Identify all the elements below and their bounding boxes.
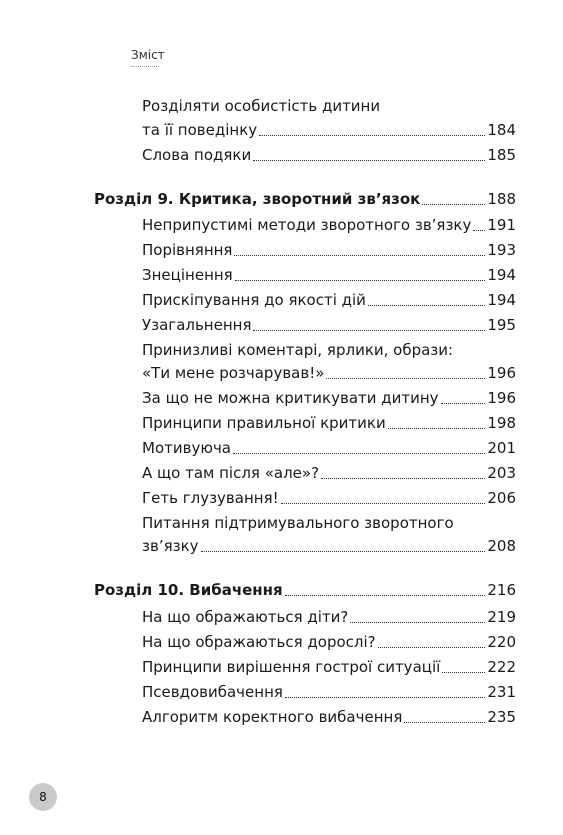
toc-entry-page: 206 [487, 489, 516, 507]
dot-leader [350, 622, 485, 623]
toc-entry-page: 201 [487, 439, 516, 457]
toc-chapter[interactable] [94, 187, 516, 211]
toc-entry-line: Принизливі коментарі, ярлики, образи: [142, 341, 454, 359]
dot-leader [233, 453, 485, 454]
running-head: Зміст [131, 48, 165, 62]
toc-entry-page: 184 [487, 121, 516, 139]
toc-entry-title: Геть глузування! [142, 489, 279, 507]
dot-leader [281, 503, 486, 504]
toc-entry-title: Прискіпування до якості дій [142, 291, 366, 309]
toc-entry-page: 185 [487, 146, 516, 164]
toc-entry[interactable] [142, 288, 516, 312]
dot-leader [201, 551, 486, 552]
toc-entry-page: 193 [487, 241, 516, 259]
toc-entry-title: А що там після «але»? [142, 464, 320, 482]
toc-entry-page: 194 [487, 266, 516, 284]
toc-entry[interactable] [142, 605, 516, 629]
toc-entry[interactable] [142, 680, 516, 704]
toc-entry-page: 208 [487, 537, 516, 555]
toc-entry-title: Знецінення [142, 266, 233, 284]
dot-leader [441, 403, 486, 404]
toc-entry[interactable] [142, 486, 516, 510]
toc-entry[interactable] [142, 213, 516, 237]
toc-chapter-title: Розділ 9. Критика, зворотний зв’язок [94, 190, 421, 208]
toc-entry-title: Порівняння [142, 241, 233, 259]
toc-entry-title: Неприпустимі методи зворотного зв’язку [142, 216, 472, 234]
toc-entry[interactable] [142, 655, 516, 679]
dot-leader [235, 280, 486, 281]
toc-chapter[interactable] [94, 578, 516, 602]
toc-entry-page: 219 [487, 608, 516, 626]
page-number: 8 [39, 790, 47, 804]
toc-entry[interactable] [142, 436, 516, 460]
toc-entry[interactable] [142, 411, 516, 435]
toc-entry-page: 220 [487, 633, 516, 651]
toc-entry-title: На що ображаються діти? [142, 608, 349, 626]
toc-entry[interactable] [142, 361, 516, 385]
toc-entry-line: Розділяти особистість дитини [142, 97, 381, 115]
dot-leader [388, 428, 486, 429]
dot-leader [422, 204, 485, 205]
toc-entry-page: 235 [487, 708, 516, 726]
dot-leader [442, 672, 485, 673]
toc-entry-page: 231 [487, 683, 516, 701]
toc-entry[interactable] [142, 705, 516, 729]
dot-leader [404, 722, 485, 723]
toc-entry-title: Принципи правильної критики [142, 414, 386, 432]
toc-entry-title: Алгоритм коректного вибачення [142, 708, 403, 726]
toc-chapter-page: 216 [487, 581, 516, 599]
toc-entry-page: 222 [487, 658, 516, 676]
toc-entry-page: 191 [487, 216, 516, 234]
toc-entry[interactable] [142, 534, 516, 558]
running-head-divider [131, 66, 159, 67]
toc-entry-page: 195 [487, 316, 516, 334]
toc-entry-title: За що не можна критикувати дитину [142, 389, 439, 407]
toc-entry-title: зв’язку [142, 537, 199, 555]
toc-entry-page: 196 [487, 389, 516, 407]
toc-entry[interactable] [142, 313, 516, 337]
toc-entry-title: та її поведінку [142, 121, 258, 139]
dot-leader [253, 330, 485, 331]
dot-leader [473, 230, 485, 231]
dot-leader [321, 478, 485, 479]
page-number-badge [29, 783, 57, 811]
toc-entry-title: На що ображаються дорослі? [142, 633, 376, 651]
toc-chapter-page: 188 [487, 190, 516, 208]
toc-entry-page: 194 [487, 291, 516, 309]
toc-entry[interactable] [142, 630, 516, 654]
toc-entry-title: Принципи вирішення гострої ситуації [142, 658, 441, 676]
toc-entry[interactable] [142, 238, 516, 262]
dot-leader [253, 160, 485, 161]
dot-leader [285, 595, 486, 596]
toc-entry-title: «Ти мене розчарував!» [142, 364, 325, 382]
dot-leader [259, 135, 485, 136]
toc-entry-title: Узагальнення [142, 316, 252, 334]
toc-entry-title: Псевдовибачення [142, 683, 283, 701]
toc-entry[interactable] [142, 118, 516, 142]
toc-entry-page: 198 [487, 414, 516, 432]
toc-entry[interactable] [142, 263, 516, 287]
toc-entry-title: Слова подяки [142, 146, 252, 164]
toc-entry-line: Питання підтримувального зворотного [142, 514, 454, 532]
dot-leader [285, 697, 485, 698]
toc-chapter-title: Розділ 10. Вибачення [94, 581, 283, 599]
dot-leader [378, 647, 486, 648]
dot-leader [234, 255, 485, 256]
toc-entry-page: 203 [487, 464, 516, 482]
toc-entry-title: Мотивуюча [142, 439, 232, 457]
dot-leader [368, 305, 485, 306]
dot-leader [326, 378, 485, 379]
toc-entry[interactable] [142, 461, 516, 485]
toc-entry[interactable] [142, 386, 516, 410]
toc-entry[interactable] [142, 143, 516, 167]
toc-entry-page: 196 [487, 364, 516, 382]
